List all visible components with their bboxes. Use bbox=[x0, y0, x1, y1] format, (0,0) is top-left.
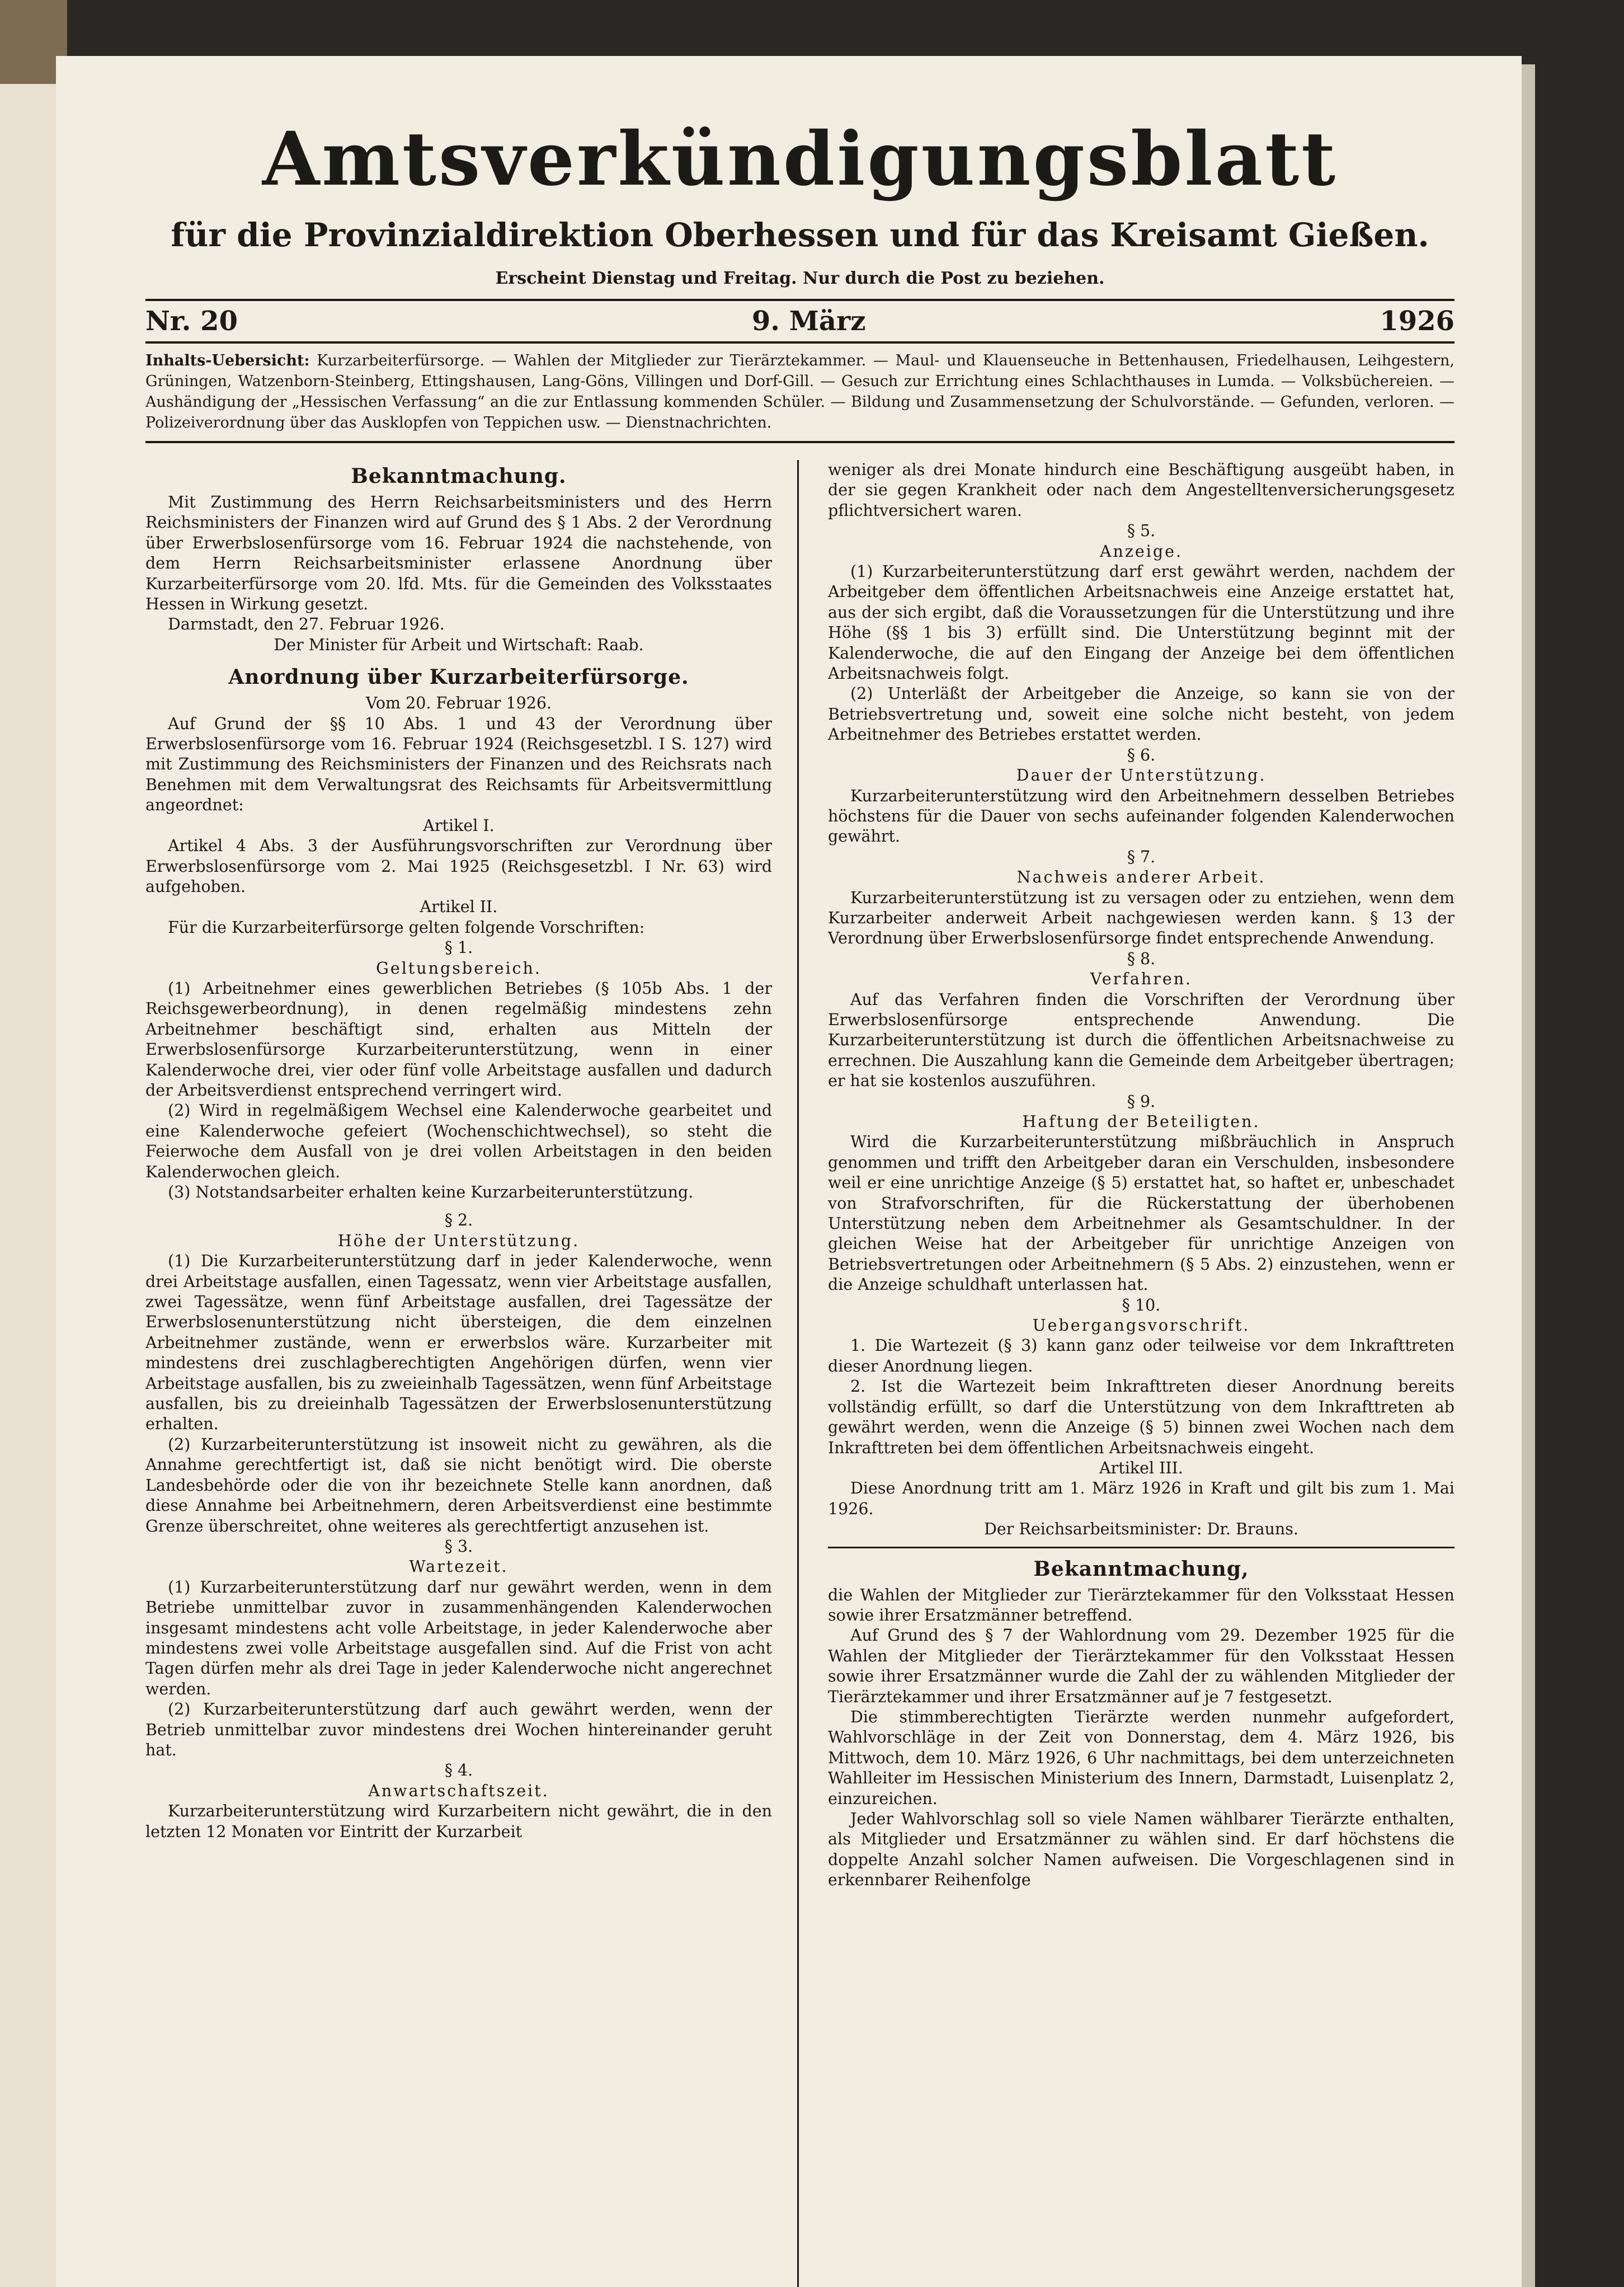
section-title: Dauer der Unterstützung. bbox=[1016, 766, 1267, 785]
paragraph: Jeder Wahlvorschlag soll so viele Namen wählbarer Tierärzte enthalten, als Mitglieder und Ersatzmänner zu wählen sind. Er darf höchstens die doppelte Anzahl solcher Namen aufweisen. Die Vorgeschlagenen sind in erkennbarer Reihenfolge bbox=[828, 1810, 1454, 1890]
section-rule bbox=[828, 1547, 1454, 1548]
left-column bbox=[145, 460, 772, 1891]
issue-number: Nr. 20 bbox=[145, 306, 238, 337]
announcement-subject: die Wahlen der Mitglieder zur Tierärztekammer für den Volksstaat Hessen sowie ihrer Ersatzmänner betreffend. bbox=[828, 1585, 1454, 1624]
facing-page-edge bbox=[0, 84, 56, 2287]
announcement-text: Mit Zustimmung des Herrn Reichsarbeitsministers und des Herrn Reichsministers der Finanzen wird auf Grund des § 1 Abs. 2 der Verordnung über Erwerbslosenfürsorge vom 16. Februar 1924 die nachstehende, von dem Herrn Reichsarbeitsminister erlassene Anordnung über Kurzarbeiterfürsorge vom 20. lfd. Mts. für die Gemeinden des Volksstaates Hessen in Wirkung gesetzt. bbox=[145, 493, 772, 614]
masthead-note: Erscheint Dienstag und Freitag. Nur durch die Post zu beziehen. bbox=[495, 269, 1105, 288]
section-title: Haftung der Beteiligten. bbox=[1022, 1112, 1260, 1131]
paragraph: Wird die Kurzarbeiterunterstützung mißbräuchlich in Anspruch genommen und trifft den Arbeitgeber daran ein Verschulden, insbesondere weil er eine unrichtige Anzeige (§ 5) erstattet hat, so haftet er, unbeschadet von Strafvorschriften, für die Rückerstattung der überhobenen Unterstützung neben dem Arbeitnehmer als Gesamtschuldner. In der gleichen Weise hat der Arbeitgeber für unrichtige Anzeigen von Betriebsvertretungen oder Arbeitnehmern (§ 5 Abs. 2) einzustehen, wenn er die Anzeige schuldhaft unterlassen hat. bbox=[828, 1133, 1454, 1294]
masthead-title: Amtsverkündigungsblatt bbox=[262, 116, 1338, 203]
paragraph: Kurzarbeiterunterstützung ist zu versagen oder zu entziehen, wenn dem Kurzarbeiter anderweit Arbeit nachgewiesen werden kann. § 13 der Verordnung über Erwerbslosenfürsorge findet entsprechende Anwendung. bbox=[828, 888, 1454, 948]
section-number: § 7. bbox=[1127, 847, 1156, 866]
right-column bbox=[828, 460, 1454, 1891]
section-number: § 2. bbox=[444, 1211, 473, 1230]
document-page bbox=[56, 56, 1522, 2287]
paragraph: Die stimmberechtigten Tierärzte werden nunmehr aufgefordert, Wahlvorschläge in der Zeit von Donnerstag, dem 4. März 1926, bis Mittwoch, dem 10. März 1926, 6 Uhr nachmittags, bei dem unterzeichneten Wahlleiter im Hessischen Ministerium des Innern, Darmstadt, Luisenplatz 2, einzureichen. bbox=[828, 1707, 1454, 1808]
section-title: Nachweis anderer Arbeit. bbox=[1016, 868, 1266, 887]
paragraph: (1) Kurzarbeiterunterstützung darf erst gewährt werden, nachdem der Arbeitgeber dem öffentlichen Arbeitsnachweis eine Anzeige erstattet hat, aus der sich ergibt, daß die Voraussetzungen für die Unterstützung und ihre Höhe (§§ 1 bis 3) erfüllt sind. Die Unterstützung beginnt mit der Kalenderwoche, die auf den Eingang der Anzeige bei dem öffentlichen Arbeitsnachweis folgt. bbox=[828, 562, 1454, 683]
announcement-signature: Der Minister für Arbeit und Wirtschaft: Raab. bbox=[274, 635, 644, 654]
toc-label: Inhalts-Uebersicht: bbox=[145, 352, 310, 369]
paragraph-continued: weniger als drei Monate hindurch eine Beschäftigung ausgeübt haben, in der sie gegen Krankheit oder nach dem Angestelltenversicherungsgesetz pflichtversichert waren. bbox=[828, 461, 1454, 520]
article-heading: Artikel III. bbox=[1099, 1458, 1183, 1477]
paragraph: Auf Grund des § 7 der Wahlordnung vom 29. Dezember 1925 für die Wahlen der Mitglieder der Tierärztekammer für den Volksstaat Hessen sowie ihrer Ersatzmänner wurde die Zahl der zu wählenden Mitglieder der Tierärztekammer und ihrer Ersatzmänner auf je 7 festgesetzt. bbox=[828, 1626, 1454, 1706]
issue-line bbox=[145, 299, 1454, 344]
column-divider bbox=[797, 460, 799, 2287]
masthead bbox=[145, 112, 1454, 291]
paragraph: (2) Kurzarbeiterunterstützung ist insoweit nicht zu gewähren, als die Annahme gerechtfertigt ist, daß sie nicht benötigt wird. Die oberste Landesbehörde oder die von ihr bezeichnete Stelle kann anordnen, daß diese Annahme bei Arbeitnehmern, deren Arbeitsverdienst eine bestimmte Grenze überschreitet, ohne weiteres als gerechtfertigt anzusehen ist. bbox=[145, 1435, 772, 1535]
paragraph: (1) Die Kurzarbeiterunterstützung darf in jeder Kalenderwoche, wenn drei Arbeitstage ausfallen, einen Tagessatz, wenn vier Arbeitstage ausfallen, zwei Tagessätze, wenn fünf Arbeitstage ausfallen, drei Tagessätze der Erwerbslosenunterstützung nicht übersteigen, die dem einzelnen Arbeitnehmer zustände, wenn er erwerbslos wäre. Kurzarbeiter mit mindestens drei zuschlagberechtigten Angehörigen dürfen, wenn vier Arbeitstage ausfallen, bis zu zweieinhalb Tagessätzen, wenn fünf Arbeitstage ausfallen, bis zu dreieinhalb Tagessätzen der Erwerbslosenunterstützung erhalten. bbox=[145, 1252, 772, 1434]
paragraph: (2) Wird in regelmäßigem Wechsel eine Kalenderwoche gearbeitet und eine Kalenderwoche gefeiert (Wochenschichtwechsel), so steht die Feierwoche dem Ausfall von je drei vollen Arbeitstagen in den beiden Kalenderwochen gleich. bbox=[145, 1101, 772, 1181]
section-title: Anzeige. bbox=[1099, 542, 1183, 561]
article-text: Für die Kurzarbeiterfürsorge gelten folgende Vorschriften: bbox=[168, 918, 645, 937]
announcement-title: Bekanntmachung. bbox=[351, 464, 567, 488]
article-text: Artikel 4 Abs. 3 der Ausführungsvorschriften zur Verordnung über Erwerbslosenfürsorge vom 2. Mai 1925 (Reichsgesetzbl. I Nr. 63) wird aufgehoben. bbox=[145, 837, 772, 896]
ordinance-intro: Auf Grund der §§ 10 Abs. 1 und 43 der Verordnung über Erwerbslosenfürsorge vom 16. Februar 1924 (Reichsgesetzbl. I S. 127) wird mit Zustimmung des Reichsministers der Finanzen und des Reichsrats nach Benehmen mit dem Verwaltungsrat des Reichsamts für Arbeitsvermittlung angeordnet: bbox=[145, 714, 772, 815]
section-title: Höhe der Unterstützung. bbox=[337, 1231, 580, 1250]
section-title: Uebergangsvorschrift. bbox=[1032, 1316, 1250, 1335]
section-title: Geltungsbereich. bbox=[376, 959, 542, 978]
announcement-title: Bekanntmachung, bbox=[1033, 1557, 1249, 1581]
masthead-subtitle: für die Provinzialdirektion Oberhessen und für das Kreisamt Gießen. bbox=[171, 216, 1429, 254]
paragraph: (2) Kurzarbeiterunterstützung darf auch gewährt werden, wenn der Betrieb unmittelbar zuvor mindestens drei Wochen hintereinander geruht hat. bbox=[145, 1700, 772, 1759]
issue-year: 1926 bbox=[1380, 306, 1454, 337]
paragraph: Kurzarbeiterunterstützung wird den Arbeitnehmern desselben Betriebes höchstens für die Dauer von sechs aufeinander folgenden Kalenderwochen gewährt. bbox=[828, 786, 1454, 846]
paragraph: (2) Unterläßt der Arbeitgeber die Anzeige, so kann sie von der Betriebsvertretung und, soweit eine solche nicht besteht, von jedem Arbeitnehmer des Betriebes erstattet werden. bbox=[828, 684, 1454, 744]
paragraph: (3) Notstandsarbeiter erhalten keine Kurzarbeiterunterstützung. bbox=[168, 1183, 694, 1201]
issue-date: 9. März bbox=[751, 306, 866, 337]
ordinance-signature: Der Reichsarbeitsminister: Dr. Brauns. bbox=[984, 1520, 1298, 1539]
body-columns bbox=[145, 460, 1454, 1891]
section-title: Wartezeit. bbox=[409, 1557, 509, 1576]
ordinance-date: Vom 20. Februar 1926. bbox=[365, 694, 552, 713]
section-number: § 8. bbox=[1127, 949, 1156, 968]
ordinance-title: Anordnung über Kurzarbeiterfürsorge. bbox=[228, 665, 689, 689]
section-number: § 6. bbox=[1127, 745, 1156, 764]
section-title: Verfahren. bbox=[1090, 970, 1193, 989]
paragraph: (1) Kurzarbeiterunterstützung darf nur gewährt werden, wenn in dem Betriebe unmittelbar zuvor in zusammenhängenden Kalenderwochen insgesamt mindestens acht volle Arbeitstage, in jeder Kalenderwoche aber mindestens zwei volle Arbeitstage ausgefallen sind. Auf die Frist von acht Tagen dürfen mehr als drei Tage in jeder Kalenderwoche nicht angerechnet werden. bbox=[145, 1577, 772, 1698]
section-title: Anwartschaftszeit. bbox=[368, 1781, 549, 1800]
section-number: § 4. bbox=[444, 1761, 473, 1780]
article-heading: Artikel I. bbox=[423, 816, 495, 835]
section-number: § 3. bbox=[444, 1537, 473, 1556]
article-heading: Artikel II. bbox=[420, 898, 498, 917]
article-text: Diese Anordnung tritt am 1. März 1926 in Kraft und gilt bis zum 1. Mai 1926. bbox=[828, 1479, 1454, 1518]
table-of-contents bbox=[145, 350, 1454, 443]
paragraph: 2. Ist die Wartezeit beim Inkrafttreten dieser Anordnung bereits vollständig erfüllt, so darf die Unterstützung von dem Inkrafttreten ab gewährt werden, wenn die Anzeige (§ 5) binnen zwei Wochen nach dem Inkrafttreten bei dem öffentlichen Arbeitsnachweis eingeht. bbox=[828, 1377, 1454, 1457]
paragraph: Kurzarbeiterunterstützung wird Kurzarbeitern nicht gewährt, die in den letzten 12 Monaten vor Eintritt der Kurzarbeit bbox=[145, 1802, 772, 1841]
paragraph: 1. Die Wartezeit (§ 3) kann ganz oder teilweise vor dem Inkrafttreten dieser Anordnung liegen. bbox=[828, 1336, 1454, 1375]
paragraph: (1) Arbeitnehmer eines gewerblichen Betriebes (§ 105b Abs. 1 der Reichsgewerbeordnung), in denen regelmäßig mindestens zehn Arbeitnehmer beschäftigt sind, erhalten aus Mitteln der Erwerbslosenfürsorge Kurzarbeiterunterstützung, wenn in einer Kalenderwoche drei, vier oder fünf volle Arbeitstage ausfallen und dadurch der Arbeitsverdienst entsprechend verringert wird. bbox=[145, 979, 772, 1100]
section-number: § 1. bbox=[444, 938, 473, 957]
page-content bbox=[145, 112, 1454, 1891]
section-number: § 5. bbox=[1127, 522, 1156, 541]
toc-text: Kurzarbeiterfürsorge. — Wahlen der Mitglieder zur Tierärztekammer. — Maul- und Klauenseuche in Bettenhausen, Friedelhausen, Leihgestern, Grüningen, Watzenborn-Steinberg, Ettingshausen, Lang-Göns, Villingen und Dorf-Gill. — Gesuch zur Errichtung eines Schlachthauses in Lumda. — Volksbüchereien. — Aushändigung der „Hessischen Verfassung“ an die zur Entlassung kommenden Schüler. — Bildung und Zusammensetzung der Schulvorstände. — Gefunden, verloren. — Polizeiverordnung über das Ausklopfen von Teppichen usw. — Dienstnachrichten. bbox=[145, 352, 1454, 431]
paragraph: Auf das Verfahren finden die Vorschriften der Verordnung über Erwerbslosenfürsorge entsprechende Anwendung. Die Kurzarbeiterunterstützung ist durch die öffentlichen Arbeitsnachweise zu errechnen. Die Auszahlung kann die Gemeinde dem Arbeitgeber übertragen; er hat sie kostenlos auszuführen. bbox=[828, 990, 1454, 1091]
section-number: § 9. bbox=[1127, 1092, 1156, 1111]
announcement-place-date: Darmstadt, den 27. Februar 1926. bbox=[168, 615, 445, 634]
section-number: § 10. bbox=[1122, 1295, 1161, 1314]
